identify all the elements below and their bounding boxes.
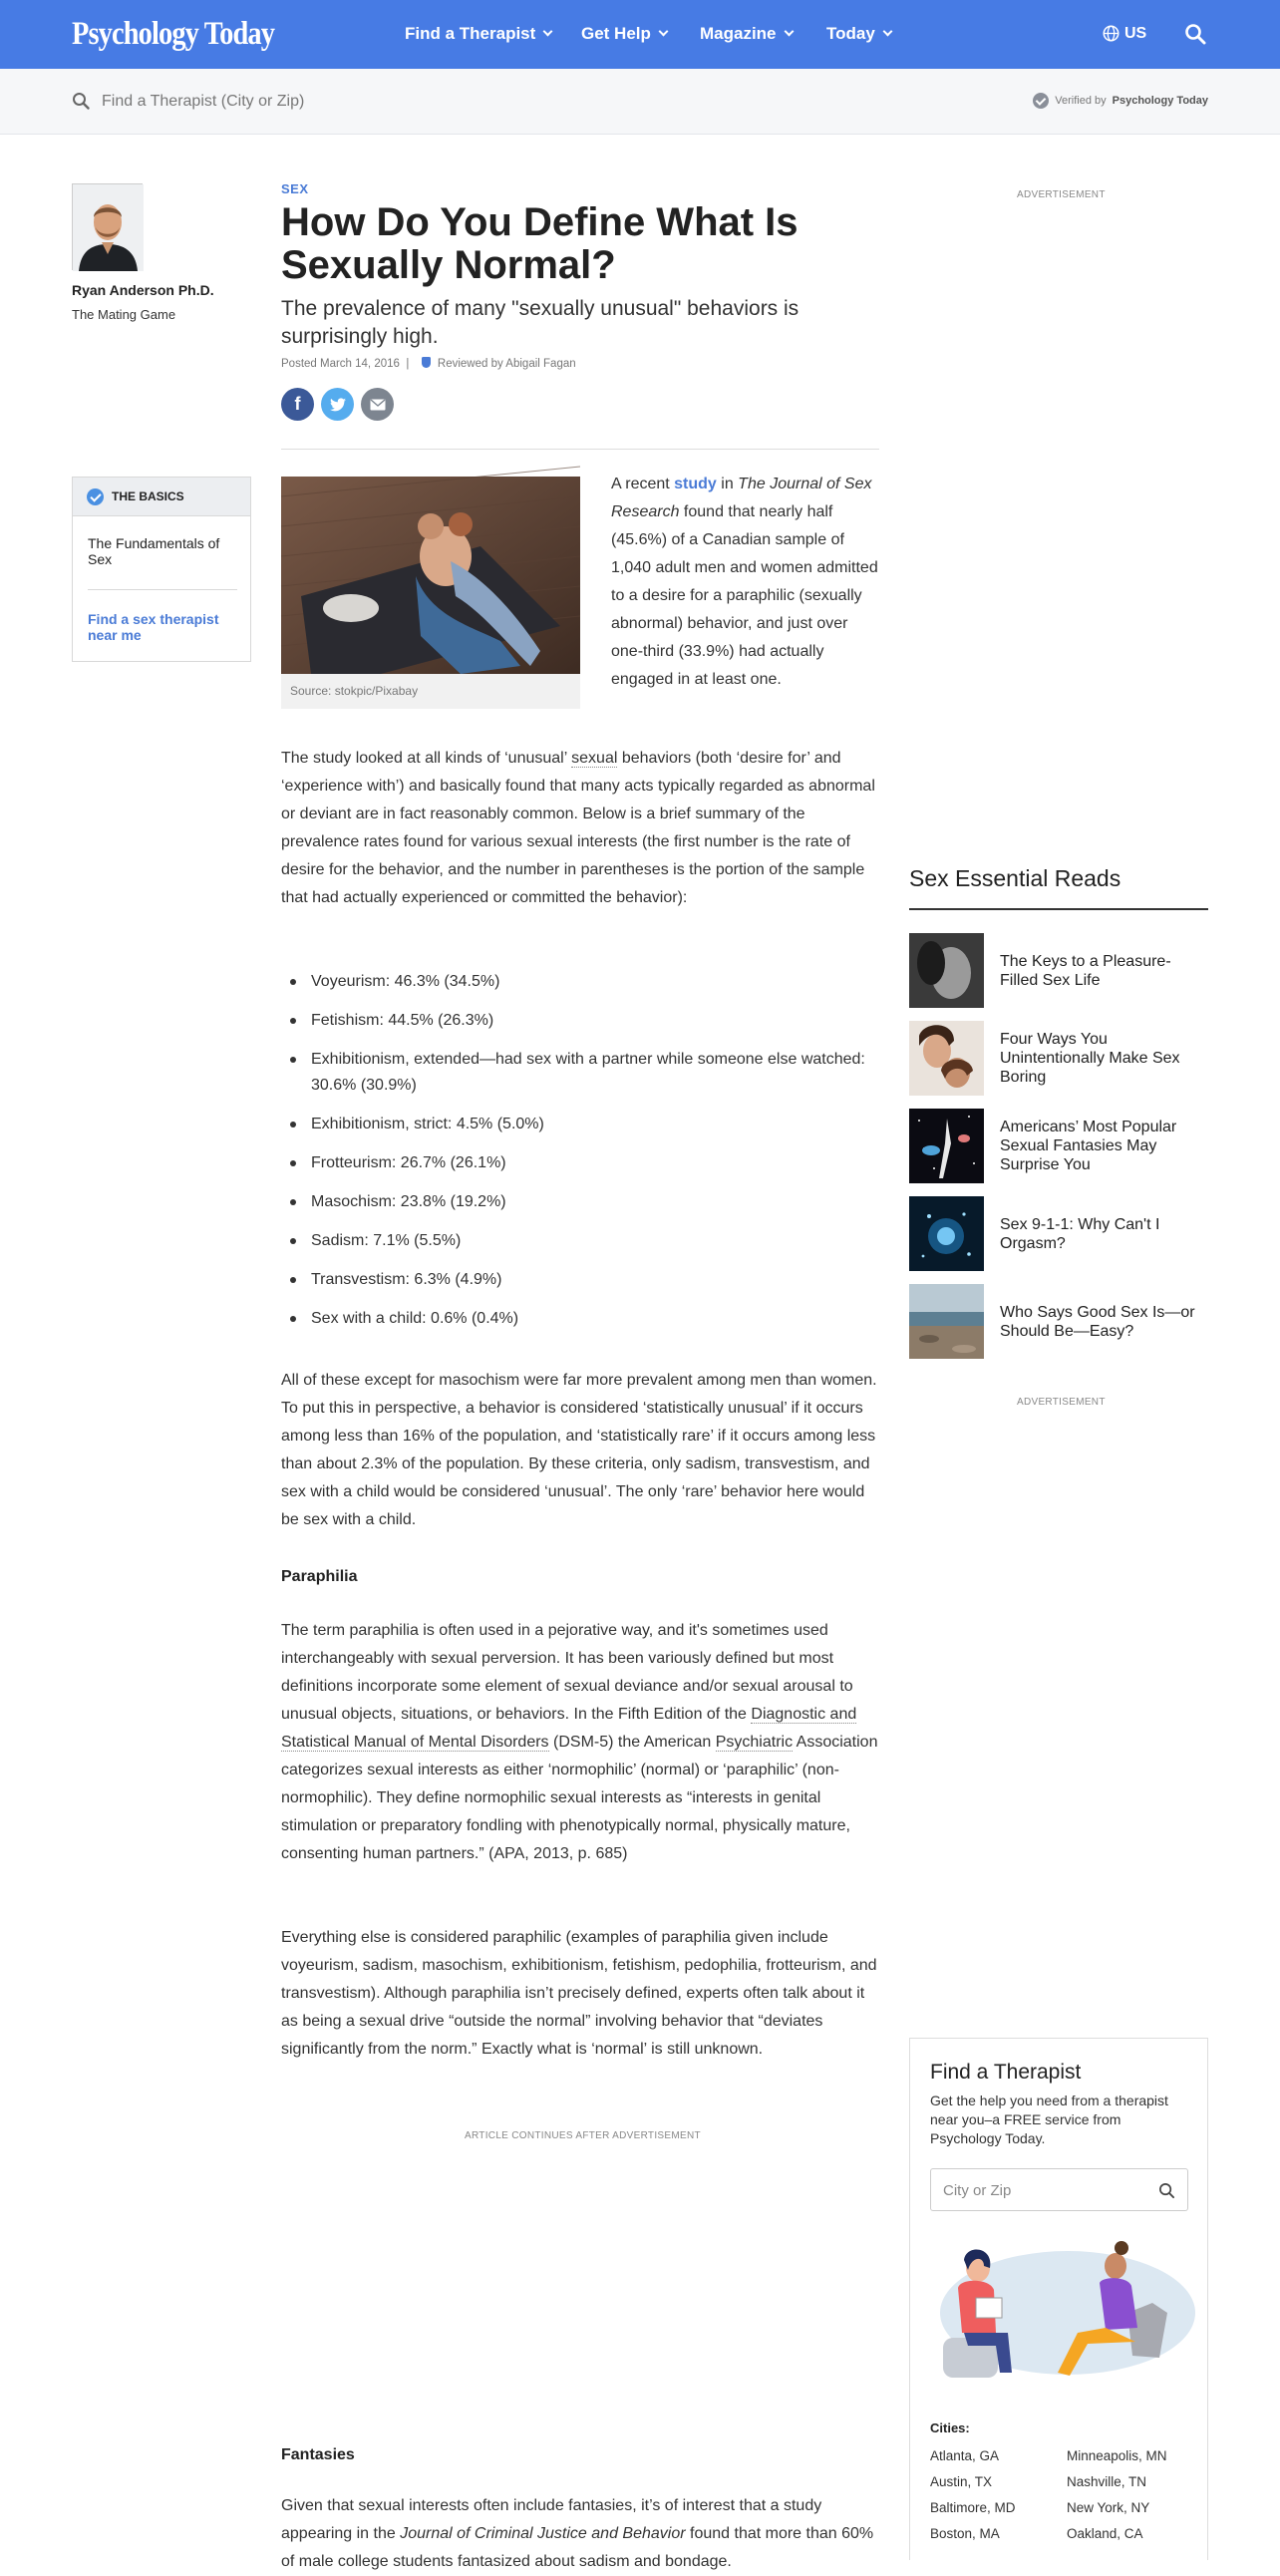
globe-icon[interactable] [1103, 25, 1120, 42]
text-span: found that more than 60% of male college students fantasized about sadism and bondage. [281, 2525, 874, 2570]
advertisement-label: ADVERTISEMENT [1017, 189, 1106, 200]
advertisement-label: ADVERTISEMENT [1017, 1397, 1106, 1408]
list-item: Exhibitionism, strict: 4.5% (5.0%) [281, 1112, 879, 1137]
check-circle-icon [1033, 93, 1049, 109]
chevron-down-icon [543, 27, 553, 37]
therapist-search-bar [0, 69, 1280, 135]
article-image [281, 477, 580, 674]
facebook-icon: f [294, 394, 301, 414]
nav-magazine[interactable] [700, 24, 793, 44]
glossary-term-link[interactable]: Psychiatric [715, 1734, 794, 1751]
region-selector[interactable]: US [1124, 25, 1147, 42]
article-figure [281, 477, 580, 709]
journal-name: The Journal of Sex Research [611, 476, 872, 520]
glossary-term-link[interactable]: sexual [571, 750, 618, 767]
verified-prefix: Verified by [1055, 95, 1107, 107]
find-a-therapist-widget [909, 2038, 1208, 2560]
divider [281, 449, 879, 450]
city-link[interactable]: Boston, MA [930, 2526, 1000, 2541]
nav-get-help[interactable] [581, 24, 667, 44]
city-link[interactable]: Oakland, CA [1067, 2526, 1143, 2541]
list-item: Masochism: 23.8% (19.2%) [281, 1189, 879, 1215]
beach-thumbnail-icon [909, 1284, 984, 1359]
text-span: behaviors (both ‘desire for’ and ‘experience with’) and basically found that many acts typically regarded as abnormal or deviant are in fact reasonably common. Below is a brief summary of the prevalence rates found for various sexual interests (the first number is the rate of desire for the behavior, and the number in parentheses is the portion of the sample that had actually experienced or committed the behavior): [281, 750, 875, 906]
list-item: Sex with a child: 0.6% (0.4%) [281, 1306, 879, 1332]
text-span: The term paraphilia is often used in a pejorative way, and it's sometimes used interchangeably with sexual perversion. It has been variously defined but most definitions incorporate some element of sexual deviance and/or sexual arousal to unusual objects, situations, or behaviors. In the Fifth Edition of the [281, 1622, 853, 1723]
chevron-down-icon [784, 27, 794, 37]
search-icon [72, 92, 90, 110]
verified-badge [1033, 93, 1208, 109]
share-email-button[interactable] [361, 388, 394, 421]
share-facebook-button[interactable] [281, 388, 314, 421]
city-link[interactable]: Austin, TX [930, 2474, 993, 2489]
essential-read-item[interactable] [909, 1196, 1208, 1272]
stars-thumbnail-icon [909, 1109, 984, 1183]
essential-read-item[interactable] [909, 933, 1208, 1009]
the-basics-header [73, 478, 250, 516]
divider [88, 589, 237, 590]
city-link[interactable]: Nashville, TN [1067, 2474, 1147, 2489]
verified-brand: Psychology Today [1112, 95, 1208, 107]
nav-today[interactable] [826, 24, 891, 44]
prevalence-list [281, 969, 879, 1345]
essential-read-title: Who Says Good Sex Is—or Should Be—Easy? [1000, 1303, 1195, 1340]
article-subtitle: The prevalence of many "sexually unusual" behaviors is surprisingly high. [281, 297, 800, 348]
couple-thumbnail-icon [909, 1021, 984, 1096]
essential-reads-title: Sex Essential Reads [909, 865, 1121, 891]
glossary-term-link[interactable]: Diagnostic and Statistical Manual of Mental Disorders [281, 1706, 857, 1751]
essential-read-thumbnail [909, 1109, 984, 1183]
city-link[interactable]: Minneapolis, MN [1067, 2448, 1167, 2463]
essential-read-item[interactable] [909, 1284, 1208, 1360]
find-therapist-title: Find a Therapist [930, 2061, 1082, 2084]
posted-date: Posted March 14, 2016 [281, 358, 400, 370]
author-name[interactable]: Ryan Anderson Ph.D. [72, 282, 214, 298]
the-basics-box [72, 477, 251, 662]
sparkle-thumbnail-icon [909, 1196, 984, 1271]
find-therapist-description: Get the help you need from a therapist near you–a FREE service from Psychology Today. [930, 2093, 1168, 2146]
city-link[interactable]: Baltimore, MD [930, 2500, 1016, 2515]
text-span: A recent [611, 476, 675, 492]
list-item: Exhibitionism, extended—had sex with a partner while someone else watched: 30.6% (30.9%) [281, 1047, 879, 1099]
search-icon[interactable] [1158, 2182, 1175, 2199]
list-item: Sadism: 7.1% (5.5%) [281, 1228, 879, 1254]
city-link[interactable]: New York, NY [1067, 2500, 1150, 2515]
city-zip-input[interactable] [943, 2179, 1142, 2201]
top-navigation-bar [0, 0, 1280, 69]
article-category[interactable]: SEX [281, 181, 309, 196]
author-portrait-icon [73, 184, 144, 271]
search-icon[interactable] [1184, 23, 1206, 45]
text-span: in [716, 476, 739, 492]
essential-read-item[interactable] [909, 1109, 1208, 1184]
essential-read-item[interactable] [909, 1021, 1208, 1097]
article-paragraph [281, 2492, 879, 2576]
article-continues-note: ARTICLE CONTINUES AFTER ADVERTISEMENT [465, 2130, 701, 2141]
study-link[interactable]: study [674, 476, 717, 492]
shield-icon [422, 357, 431, 368]
author-blog-name[interactable]: The Mating Game [72, 307, 176, 322]
essential-read-title: Sex 9-1-1: Why Can't I Orgasm? [1000, 1215, 1160, 1252]
reviewed-by[interactable]: Reviewed by Abigail Fagan [437, 358, 576, 370]
site-logo[interactable]: Psychology Today [72, 16, 275, 52]
text-span: (DSM-5) the American [548, 1734, 716, 1751]
text-span: The study looked at all kinds of ‘unusual’ [281, 750, 572, 767]
article-paragraph [611, 471, 880, 694]
text-span: found that nearly half (45.6%) of a Canadian sample of 1,040 adult men and women admitted to a desire for a paraphilic (sexually abnormal) behavior, and just over one-third (33.9%) had actually engaged in at least one. [611, 503, 878, 688]
cities-heading: Cities: [930, 2420, 970, 2435]
essential-read-title: Four Ways You Unintentionally Make Sex Boring [1000, 1031, 1180, 1086]
essential-read-thumbnail [909, 1196, 984, 1271]
author-avatar[interactable] [72, 183, 143, 270]
article-meta [281, 356, 576, 370]
basics-link-fundamentals[interactable]: The Fundamentals of Sex [88, 535, 220, 567]
chevron-down-icon [882, 27, 892, 37]
essential-read-thumbnail [909, 1284, 984, 1359]
divider [909, 908, 1208, 910]
list-item: Frotteurism: 26.7% (26.1%) [281, 1150, 879, 1176]
nav-find-a-therapist[interactable] [405, 24, 551, 44]
article-paragraph [281, 1617, 879, 1868]
article-paragraph: All of these except for masochism were far more prevalent among men than women. To put this in perspective, a behavior is considered ‘statistically unusual’ if it occurs among less than 16% of the population, and ‘statistically rare’ if it occurs among less than about 2.3% of the population. By these criteria, only sadism, transvestism, and sex with a child would be considered ‘unusual’. The only ‘rare’ behavior here would be sex with a child. [281, 1372, 877, 1528]
image-caption: Source: stokpic/Pixabay [290, 684, 419, 698]
therapist-search-input[interactable] [102, 89, 520, 115]
chevron-down-icon [658, 27, 668, 37]
city-link[interactable]: Atlanta, GA [930, 2448, 1000, 2463]
twitter-icon [330, 398, 346, 412]
text-span: Association categorizes sexual interests as either ‘normophilic’ (normal) or ‘paraphilic’ (non-normophilic). They define normophilic sexual interests as “interests in genital stimulation or preparatory fondling with phenotypically normal, physically mature, consenting human partners.” (APA, 2013, p. 685) [281, 1734, 878, 1862]
essential-read-title: Americans’ Most Popular Sexual Fantasies May Surprise You [1000, 1119, 1177, 1173]
section-heading-fantasies: Fantasies [281, 2446, 355, 2463]
article-title: How Do You Define What Is Sexually Normal? [281, 200, 799, 287]
journal-name: Journal of Criminal Justice and Behavior [400, 2525, 686, 2542]
basics-link-find-therapist[interactable]: Find a sex therapist near me [88, 611, 219, 643]
check-circle-icon [87, 488, 104, 505]
text-span: Given that sexual interests often include fantasies, it’s of interest that a study appearing in the [281, 2497, 822, 2542]
nav-label: Get Help [581, 24, 651, 43]
list-item: Fetishism: 44.5% (26.3%) [281, 1008, 879, 1034]
essential-read-thumbnail [909, 1021, 984, 1096]
nav-label: Magazine [700, 24, 777, 43]
city-zip-field [930, 2168, 1188, 2211]
couple-photo-icon [281, 477, 580, 674]
section-heading-paraphilia: Paraphilia [281, 1568, 358, 1585]
therapy-session-illustration-icon [928, 2238, 1189, 2388]
nav-label: Find a Therapist [405, 24, 536, 43]
list-item: Transvestism: 6.3% (4.9%) [281, 1267, 879, 1293]
article-paragraph [281, 745, 879, 912]
list-item: Voyeurism: 46.3% (34.5%) [281, 969, 879, 995]
essential-read-title: The Keys to a Pleasure-Filled Sex Life [1000, 952, 1171, 989]
nav-label: Today [826, 24, 875, 43]
share-twitter-button[interactable] [321, 388, 354, 421]
essential-read-thumbnail [909, 933, 984, 1008]
the-basics-title: THE BASICS [112, 489, 184, 503]
article-paragraph: Everything else is considered paraphilic (examples of paraphilia given include voyeurism, sadism, masochism, exhibitionism, fetishism, pedophilia, frotteurism, and transvestism). Although paraphilia isn’t precisely defined, experts often talk about it as being a sexual drive “outside the normal” involving behavior that “deviates significantly from the norm.” Exactly what is ‘normal’ is still unknown. [281, 1929, 877, 2058]
meta-separator: | [406, 358, 410, 370]
envelope-icon [370, 399, 386, 411]
portrait-thumbnail-icon [909, 933, 984, 1008]
